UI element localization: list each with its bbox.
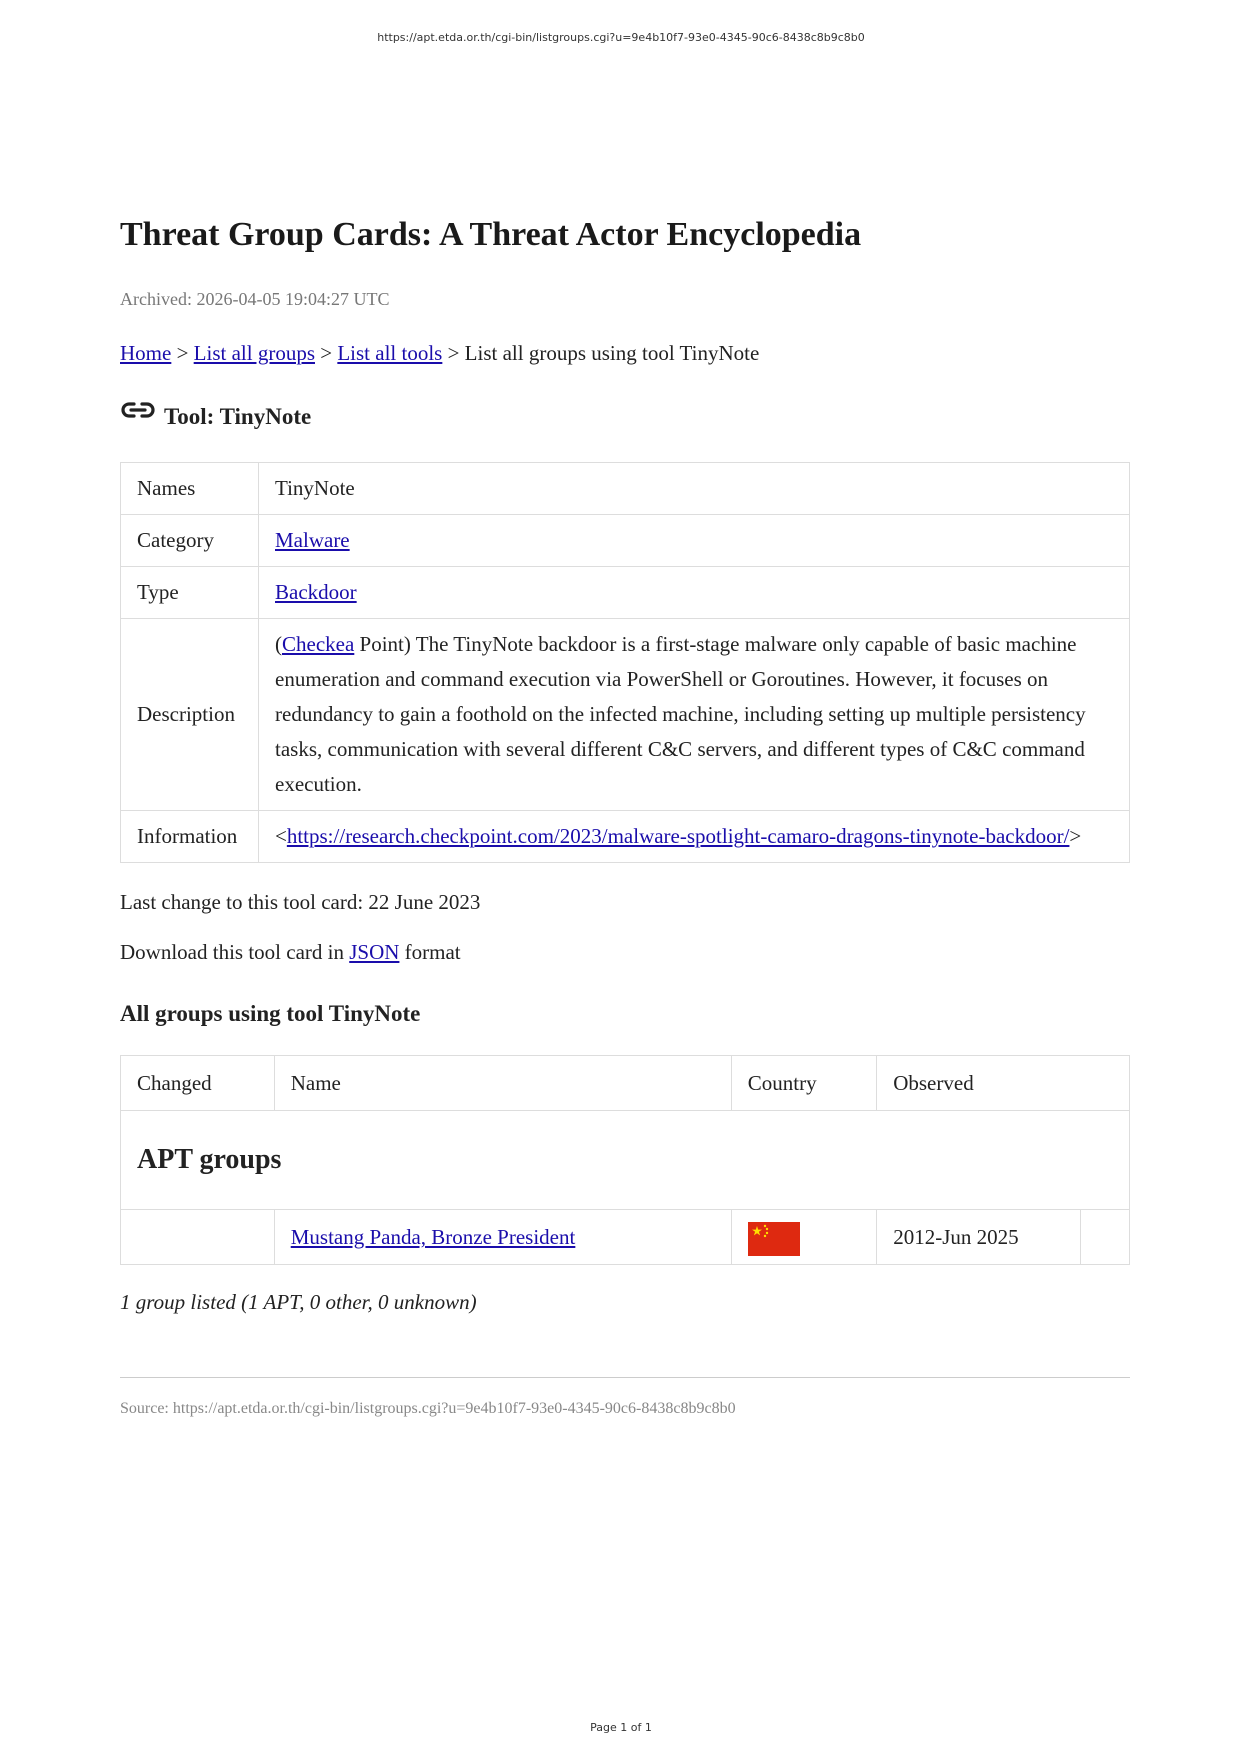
information-label: Information [121,811,259,863]
table-row-names [121,463,1130,515]
breadcrumb-home-link[interactable]: Home [120,341,172,365]
information-open: < [275,824,287,848]
description-cell [259,619,1130,811]
names-label: Names [121,463,259,515]
tool-info-table [120,462,1130,863]
breadcrumb [120,338,1130,368]
description-label: Description [121,619,259,811]
column-header-observed: Observed [877,1056,1130,1111]
china-flag-icon [748,1222,800,1256]
information-cell [259,811,1130,863]
section-title-apt-groups: APT groups [121,1111,1130,1210]
groups-heading: All groups using tool TinyNote [120,1001,421,1026]
country-cell [731,1210,876,1265]
information-link[interactable]: https://research.checkpoint.com/2023/malware-spotlight-camaro-dragons-tinynote-backdoor/ [286,824,1070,848]
breadcrumb-current: > List all groups using tool TinyNote [442,341,760,365]
groups-summary: 1 group listed (1 APT, 0 other, 0 unknown) [120,1290,477,1315]
description-prefix: ( [275,632,282,656]
download-prefix: Download this tool card in [120,940,350,964]
breadcrumb-list-groups-link[interactable]: List all groups [193,341,315,365]
groups-table [120,1055,1130,1265]
breadcrumb-list-tools-link[interactable]: List all tools [337,341,443,365]
names-value: TinyNote [259,463,1130,515]
download-line [120,937,1130,967]
description-text: Point) The TinyNote backdoor is a first-stage malware only capable of basic machine enumeration and command execution via PowerShell or Goroutines. However, it focuses on redundancy to gain a foothold on the infected machine, including setting up multiple persistency tasks, communication with several different C&C servers, and different types of C&C command execution. [275,632,1086,796]
link-icon [120,398,156,422]
column-header-name: Name [274,1056,731,1111]
extra-cell [1081,1210,1130,1265]
tool-heading-text: Tool: TinyNote [164,404,312,429]
page-title: Threat Group Cards: A Threat Actor Encyclopedia [120,216,862,253]
changed-cell [121,1210,275,1265]
section-row [121,1111,1130,1210]
main-content [120,212,1130,1436]
type-cell [259,567,1130,619]
breadcrumb-separator: > [171,341,194,365]
tool-heading [120,402,1130,432]
table-row-description [121,619,1130,811]
category-label: Category [121,515,259,567]
source-url: Source: https://apt.etda.or.th/cgi-bin/listgroups.cgi?u=9e4b10f7-93e0-4345-90c6-8438c8b9c8b0 [120,1400,736,1418]
type-label: Type [121,567,259,619]
table-row-type [121,567,1130,619]
table-row-information [121,811,1130,863]
observed-cell: 2012-Jun 2025 [877,1210,1081,1265]
group-name-cell [274,1210,731,1265]
divider [120,1377,1130,1378]
page-number: Page 1 of 1 [590,1721,652,1734]
print-header-url: https://apt.etda.or.th/cgi-bin/listgroups.cgi?u=9e4b10f7-93e0-4345-90c6-8438c8b9c8b0 [377,31,865,44]
type-link[interactable]: Backdoor [275,580,357,604]
breadcrumb-separator: > [315,341,338,365]
category-link[interactable]: Malware [275,528,350,552]
description-source-link[interactable]: Checkea [282,632,355,656]
column-header-changed: Changed [121,1056,275,1111]
column-header-country: Country [731,1056,876,1111]
group-name-link[interactable]: Mustang Panda, Bronze President [290,1225,576,1250]
download-suffix: format [399,940,461,964]
information-close: > [1069,824,1082,848]
table-row [121,1210,1130,1265]
category-cell [259,515,1130,567]
table-row-category [121,515,1130,567]
json-download-link[interactable]: JSON [349,940,400,964]
last-change-text: Last change to this tool card: 22 June 2023 [120,890,481,914]
table-header-row [121,1056,1130,1111]
archived-timestamp: Archived: 2026-04-05 19:04:27 UTC [120,289,390,309]
